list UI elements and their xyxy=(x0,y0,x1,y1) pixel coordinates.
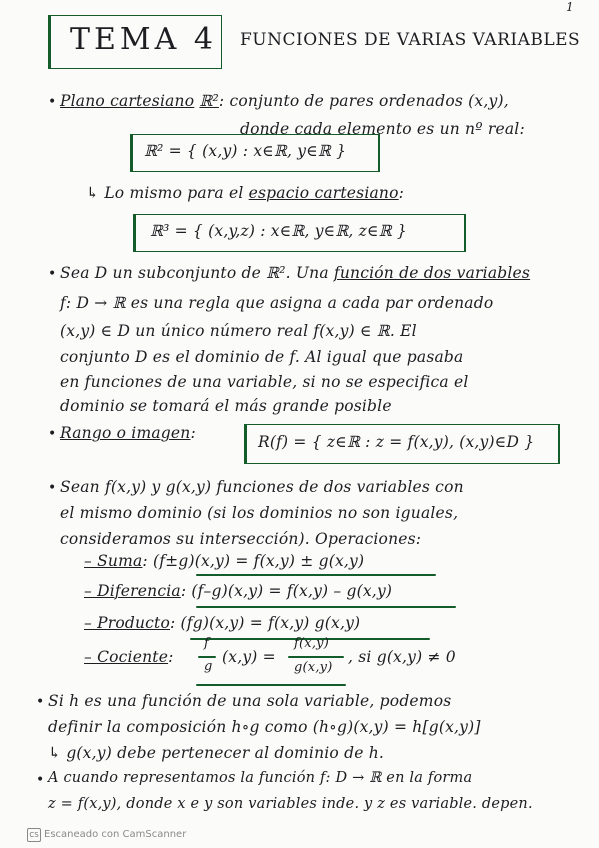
line-pertenecer: ↳ g(x,y) debe pertenecer al dominio de h. xyxy=(48,744,385,762)
page-subtitle: FUNCIONES DE VARIAS VARIABLES xyxy=(240,30,581,50)
bullet: • xyxy=(36,772,45,788)
line-sean: Sean f(x,y) y g(x,y) funciones de dos variables con xyxy=(60,478,464,496)
line-conjunto: conjunto D es el dominio de f. Al igual que pasaba xyxy=(60,348,464,366)
underline-suma xyxy=(196,574,436,576)
cociente-condicion: , si g(x,y) ≠ 0 xyxy=(348,648,456,666)
formula-r2: ℝ² = { (x,y) : x∈ℝ, y∈ℝ } xyxy=(144,142,347,160)
cociente-g: g xyxy=(204,659,213,674)
line-sea-d: Sea D un subconjunto de ℝ². Una función de dos variables xyxy=(60,264,531,282)
cociente-fxy: f(x,y) xyxy=(294,636,329,651)
line-composicion: definir la composición h∘g como (h∘g)(x,y) = h[g(x,y)] xyxy=(48,718,481,736)
op-cociente: – Cociente: xyxy=(84,648,174,666)
line-plano-cartesiano: Plano cartesiano ℝ²: conjunto de pares ordenados (x,y), xyxy=(60,92,509,110)
footer-watermark: Escaneado con CamScanner xyxy=(44,829,187,840)
bullet: • xyxy=(48,426,57,442)
line-rango: Rango o imagen: xyxy=(60,424,196,442)
bullet: • xyxy=(48,94,57,110)
op-producto: – Producto: (fg)(x,y) = f(x,y) g(x,y) xyxy=(84,614,361,632)
formula-r3: ℝ³ = { (x,y,z) : x∈ℝ, y∈ℝ, z∈ℝ } xyxy=(150,222,407,240)
page-number: 1 xyxy=(566,0,574,14)
line-funciones: en funciones de una variable, si no se especifica el xyxy=(60,373,469,391)
page-title: TEMA 4 xyxy=(70,22,217,57)
bullet: • xyxy=(48,266,57,282)
underline-cociente xyxy=(196,684,346,686)
bullet: • xyxy=(36,694,45,710)
line-representamos: A cuando representamos la función f: D → ℝ en la forma xyxy=(48,770,473,786)
line-regla: f: D → ℝ es una regla que asigna a cada par ordenado xyxy=(60,294,494,312)
line-dominio: dominio se tomará el más grande posible xyxy=(60,397,392,415)
frac-bar-fg xyxy=(198,656,216,658)
cociente-xy: (x,y) = xyxy=(222,648,276,666)
camscanner-logo-icon: CS xyxy=(27,828,41,842)
line-donde: donde cada elemento es un nº real: xyxy=(240,120,525,138)
op-diferencia: – Diferencia: (f–g)(x,y) = f(x,y) – g(x,y) xyxy=(84,582,393,600)
formula-rango: R(f) = { z∈ℝ : z = f(x,y), (x,y)∈D } xyxy=(258,433,535,451)
line-si-h: Si h es una función de una sola variable, podemos xyxy=(48,692,452,710)
line-unico: (x,y) ∈ D un único número real f(x,y) ∈ ℝ. El xyxy=(60,322,417,340)
op-suma: – Suma: (f±g)(x,y) = f(x,y) ± g(x,y) xyxy=(84,552,365,570)
line-espacio-cartesiano: ↳ Lo mismo para el espacio cartesiano: xyxy=(86,184,405,202)
line-interseccion: consideramos su intersección). Operaciones: xyxy=(60,530,422,548)
cociente-f: f xyxy=(204,636,210,651)
underline-diferencia xyxy=(196,606,456,608)
frac-bar-fxy xyxy=(288,656,344,658)
line-z-fxy: z = f(x,y), donde x e y son variables inde. y z es variable. depen. xyxy=(48,796,533,812)
line-mismo-dominio: el mismo dominio (si los dominios no son iguales, xyxy=(60,504,459,522)
bullet: • xyxy=(48,480,57,496)
cociente-gxy: g(x,y) xyxy=(294,660,333,675)
